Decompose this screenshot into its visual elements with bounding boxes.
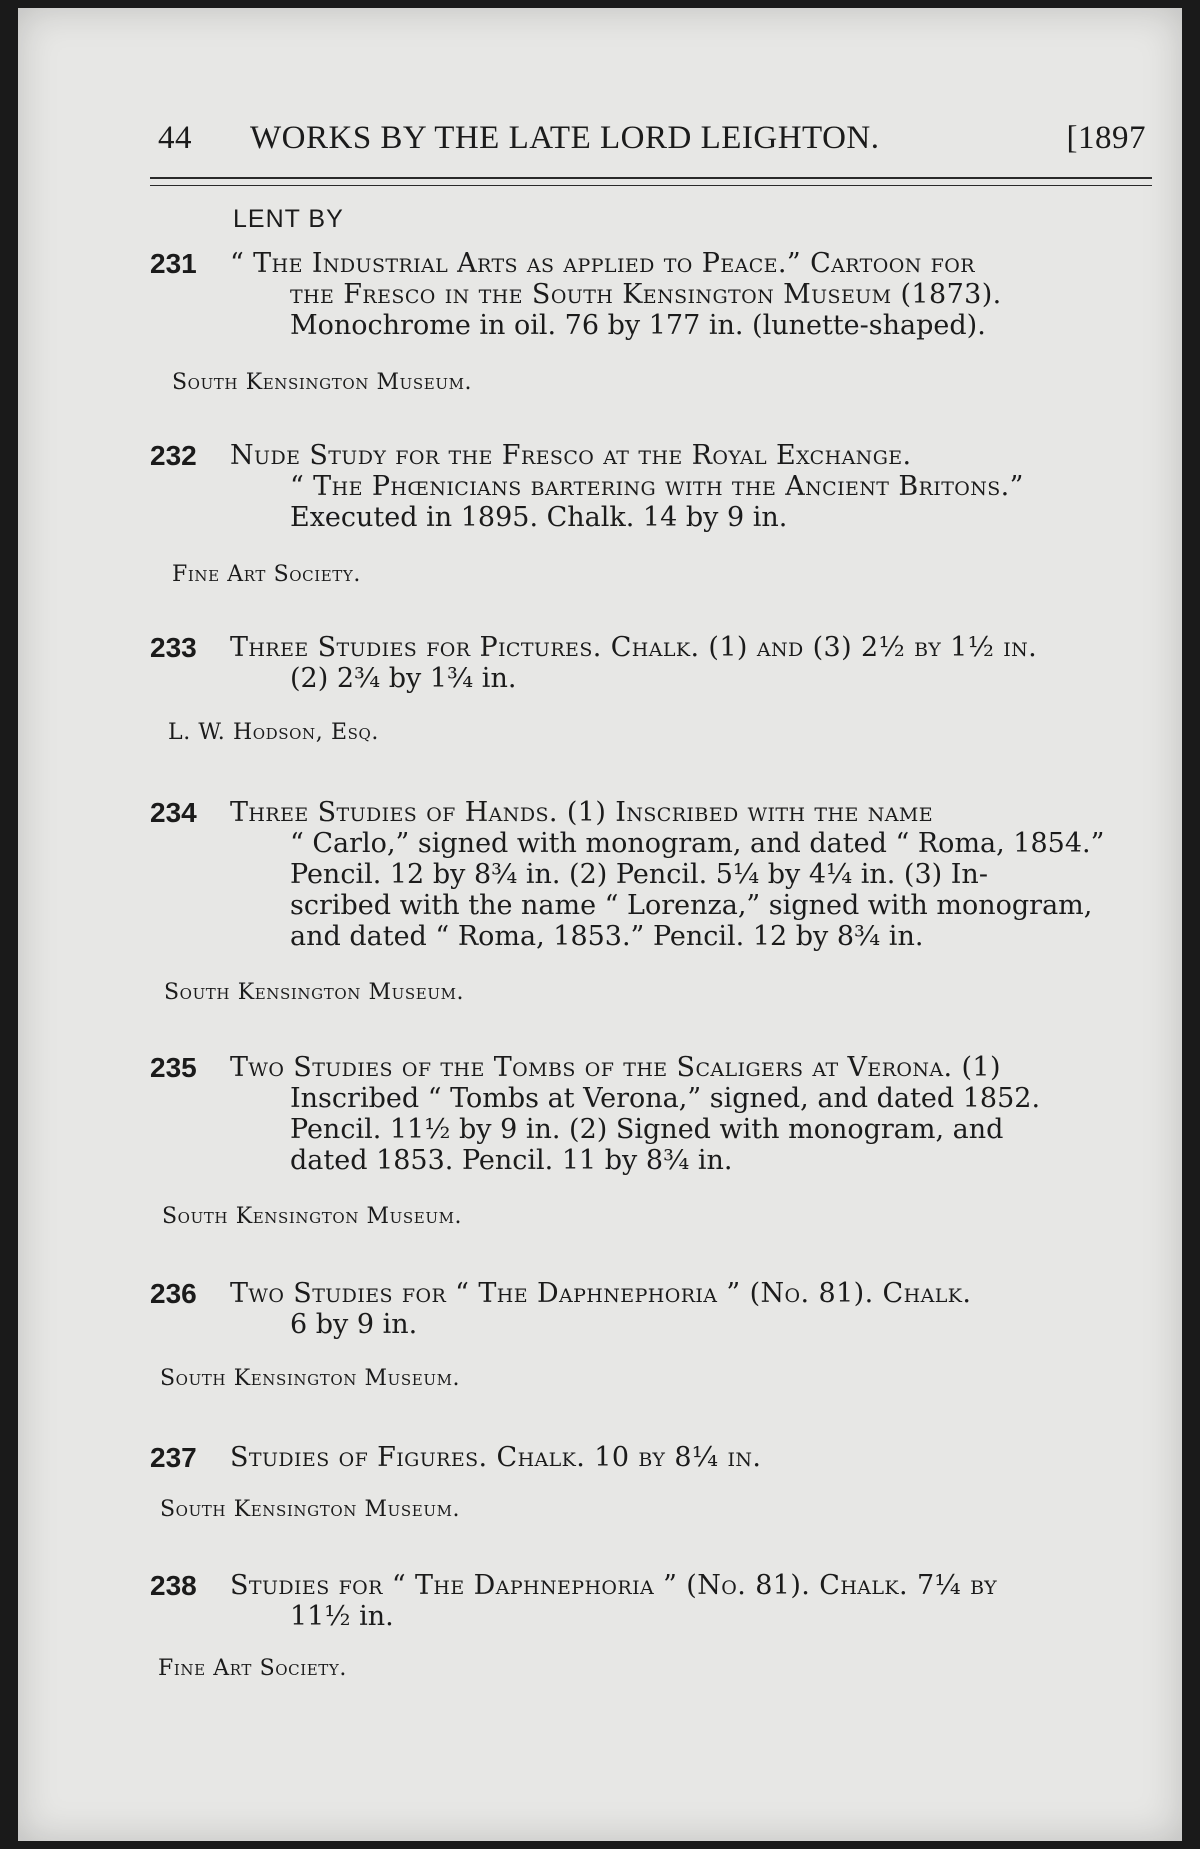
lender-name: South Kensington Museum. — [162, 1204, 463, 1229]
entry-line: “ Carlo,” signed with monogram, and dated “ Roma, 1854.” — [290, 828, 1105, 859]
entry-number: 236 — [150, 1278, 197, 1309]
entry-line: Three Studies for Pictures. Chalk. (1) and (3) 2½ by 1½ in. — [230, 632, 1038, 663]
entry-line: Monochrome in oil. 76 by 177 in. (lunette-shaped). — [290, 310, 986, 341]
entry-line: Studies for “ The Daphnephoria ” (No. 81). Chalk. 7¼ by — [230, 1570, 998, 1601]
entry-line: “ The Phœnicians bartering with the Ancient Britons.” — [290, 471, 1024, 502]
lender-name: South Kensington Museum. — [164, 980, 465, 1005]
entry-number: 231 — [150, 248, 197, 279]
entry-line: 11½ in. — [290, 1601, 394, 1632]
entry-line: Studies of Figures. Chalk. 10 by 8¼ in. — [230, 1442, 762, 1473]
entry-line: “ The Industrial Arts as applied to Peace.” Cartoon for — [230, 248, 975, 279]
entry-line: 6 by 9 in. — [290, 1309, 418, 1340]
entry-line: Inscribed “ Tombs at Verona,” signed, and dated 1852. — [290, 1083, 1041, 1114]
running-header — [158, 120, 1158, 164]
entry-line: Three Studies of Hands. (1) Inscribed with the name — [230, 797, 933, 828]
entry-line: Pencil. 11½ by 9 in. (2) Signed with monogram, and — [290, 1114, 1004, 1145]
lender-name: South Kensington Museum. — [160, 1366, 461, 1391]
lender-name: Fine Art Society. — [158, 1656, 347, 1681]
entry-number: 234 — [150, 797, 197, 828]
entry-line: dated 1853. Pencil. 11 by 8¾ in. — [290, 1145, 733, 1176]
entry-number: 238 — [150, 1570, 197, 1601]
entry-line: (2) 2¾ by 1¾ in. — [290, 663, 517, 694]
entry-line: Two Studies for “ The Daphnephoria ” (No. 81). Chalk. — [230, 1278, 972, 1309]
header-rule-thick — [150, 177, 1152, 179]
lent-by-heading: LENT BY — [233, 205, 344, 233]
entry-line: Nude Study for the Fresco at the Royal Exchange. — [230, 440, 912, 471]
lender-name: South Kensington Museum. — [160, 1497, 461, 1522]
lender-name: South Kensington Museum. — [172, 370, 473, 395]
header-year: [1897 — [1066, 120, 1146, 156]
entry-number: 232 — [150, 440, 197, 471]
entry-line: scribed with the name “ Lorenza,” signed with monogram, — [290, 890, 1093, 921]
entry-line: Executed in 1895. Chalk. 14 by 9 in. — [290, 502, 788, 533]
page-number: 44 — [158, 120, 192, 156]
entry-line: Pencil. 12 by 8¾ in. (2) Pencil. 5¼ by 4¼ in. (3) In- — [290, 859, 988, 890]
entry-line: and dated “ Roma, 1853.” Pencil. 12 by 8¾ in. — [290, 921, 924, 952]
lender-name: Fine Art Society. — [172, 562, 361, 587]
entry-number: 233 — [150, 632, 197, 663]
page-title: WORKS BY THE LATE LORD LEIGHTON. — [250, 120, 880, 156]
entry-number: 235 — [150, 1052, 197, 1083]
entry-line: Two Studies of the Tombs of the Scaligers at Verona. (1) — [230, 1052, 1001, 1083]
entry-number: 237 — [150, 1442, 197, 1473]
lender-name: L. W. Hodson, Esq. — [168, 720, 379, 745]
header-rule-thin — [150, 185, 1152, 186]
entry-line: the Fresco in the South Kensington Museum (1873). — [290, 279, 1002, 310]
